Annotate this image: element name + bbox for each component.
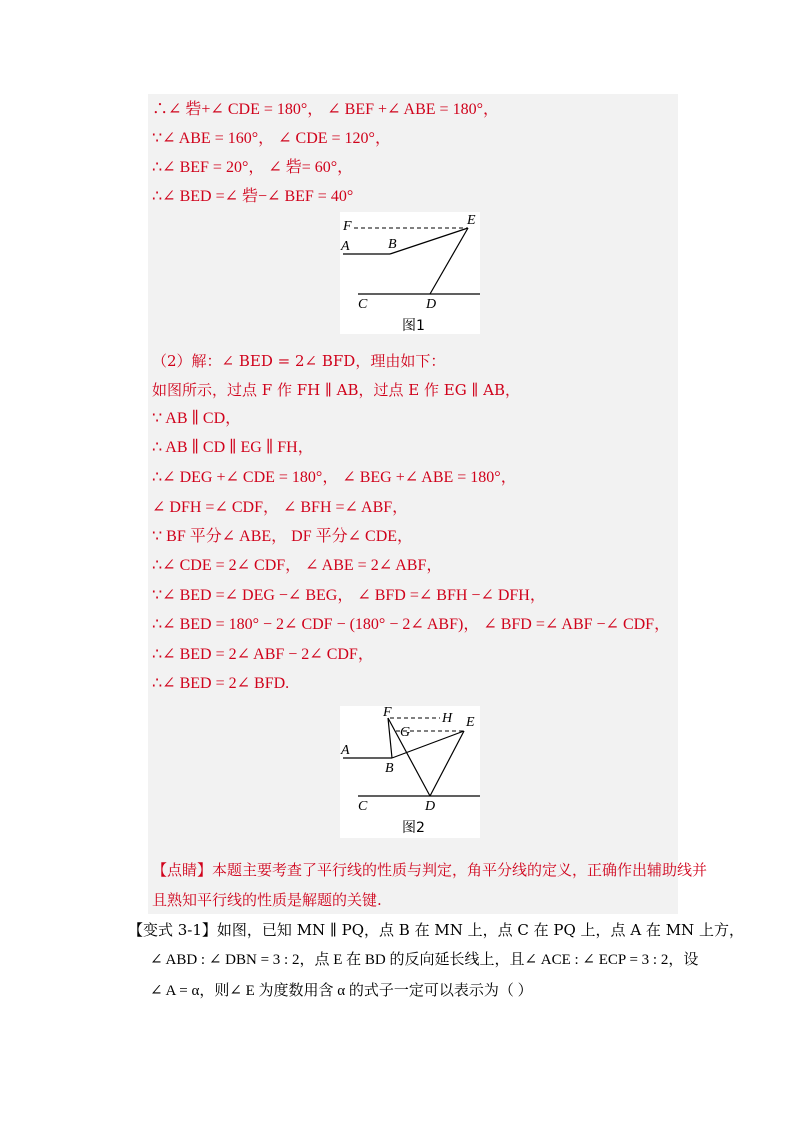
line-ed (430, 731, 464, 796)
solution-line-7: ∵ AB ∥ CD， (152, 410, 242, 427)
solution-line-10: ∠ DFH =∠ CDF， ∠ BFH =∠ ABF， (152, 499, 409, 516)
comment-line-2: 且熟知平行线的性质是解题的关键. (152, 891, 382, 909)
label-h: H (442, 711, 453, 726)
solution-line-6: 如图所示，过点 F 作 FH ∥ AB，过点 E 作 EG ∥ AB， (152, 381, 521, 399)
label-a: A (341, 743, 350, 758)
solution-line-1: ∴∠ 砦+∠ CDE = 180°， ∠ BEF +∠ ABE = 180°， (152, 101, 499, 118)
label-c: C (358, 297, 368, 312)
solution-line-4: ∴∠ BED =∠ 砦−∠ BEF = 40° (152, 188, 354, 205)
label-d: D (425, 799, 436, 814)
solution-line-12: ∴∠ CDE = 2∠ CDF， ∠ ABE = 2∠ ABF， (152, 557, 443, 574)
figure-2 (340, 706, 480, 838)
label-b: B (388, 237, 397, 252)
label-g: G (400, 725, 411, 740)
problem-line-2: ∠ ABD : ∠ DBN = 3 : 2，点 E 在 BD 的反向延长线上，且∠ ACE : ∠ ECP = 3 : 2，设 (150, 952, 699, 968)
solution-line-15: ∴∠ BED = 2∠ ABF − 2∠ CDF， (152, 646, 374, 663)
figure-1-caption: 图1 (402, 318, 425, 334)
label-f: F (383, 706, 392, 720)
label-f: F (343, 219, 352, 234)
problem-line-3: ∠ A = α，则∠ E 为度数用含 α 的式子一定可以表示为（ ） (150, 983, 533, 999)
solution-line-16: ∴∠ BED = 2∠ BFD. (152, 675, 290, 692)
solution-line-3: ∴∠ BEF = 20°， ∠ 砦= 60°， (152, 159, 354, 176)
solution-line-13: ∵∠ BED =∠ DEG −∠ BEG， ∠ BFD =∠ BFH −∠ DFH， (152, 587, 546, 604)
figure-1 (340, 212, 480, 334)
solution-line-8: ∴ AB ∥ CD ∥ EG ∥ FH， (152, 439, 314, 456)
figure-2-caption: 图2 (402, 820, 425, 836)
label-d: D (426, 297, 437, 312)
solution-line-5: （2）解：∠ BED = 2∠ BFD，理由如下： (152, 352, 446, 370)
solution-line-2: ∵∠ ABE = 160°， ∠ CDE = 120°， (152, 130, 391, 147)
label-b: B (385, 761, 394, 776)
solution-line-9: ∴∠ DEG +∠ CDE = 180°， ∠ BEG +∠ ABE = 180°， (152, 469, 517, 486)
problem-line-1: 【变式 3-1】如图，已知 MN ∥ PQ，点 B 在 MN 上，点 C 在 PQ 上，点 A 在 MN 上方， (128, 921, 744, 939)
line-be (390, 228, 468, 254)
label-c: C (358, 799, 368, 814)
solution-line-14: ∴∠ BED = 180° − 2∠ CDF − (180° − 2∠ ABF)， ∠ BFD =∠ ABF −∠ CDF， (152, 616, 671, 633)
label-e: E (467, 213, 476, 228)
label-e: E (466, 715, 475, 730)
label-a: A (341, 239, 350, 254)
line-ed (430, 228, 468, 294)
solution-line-11: ∵ BF 平分∠ ABE， DF 平分∠ CDE， (152, 528, 414, 545)
comment-line-1: 【点睛】本题主要考查了平行线的性质与判定，角平分线的定义，正确作出辅助线并 (152, 861, 708, 879)
